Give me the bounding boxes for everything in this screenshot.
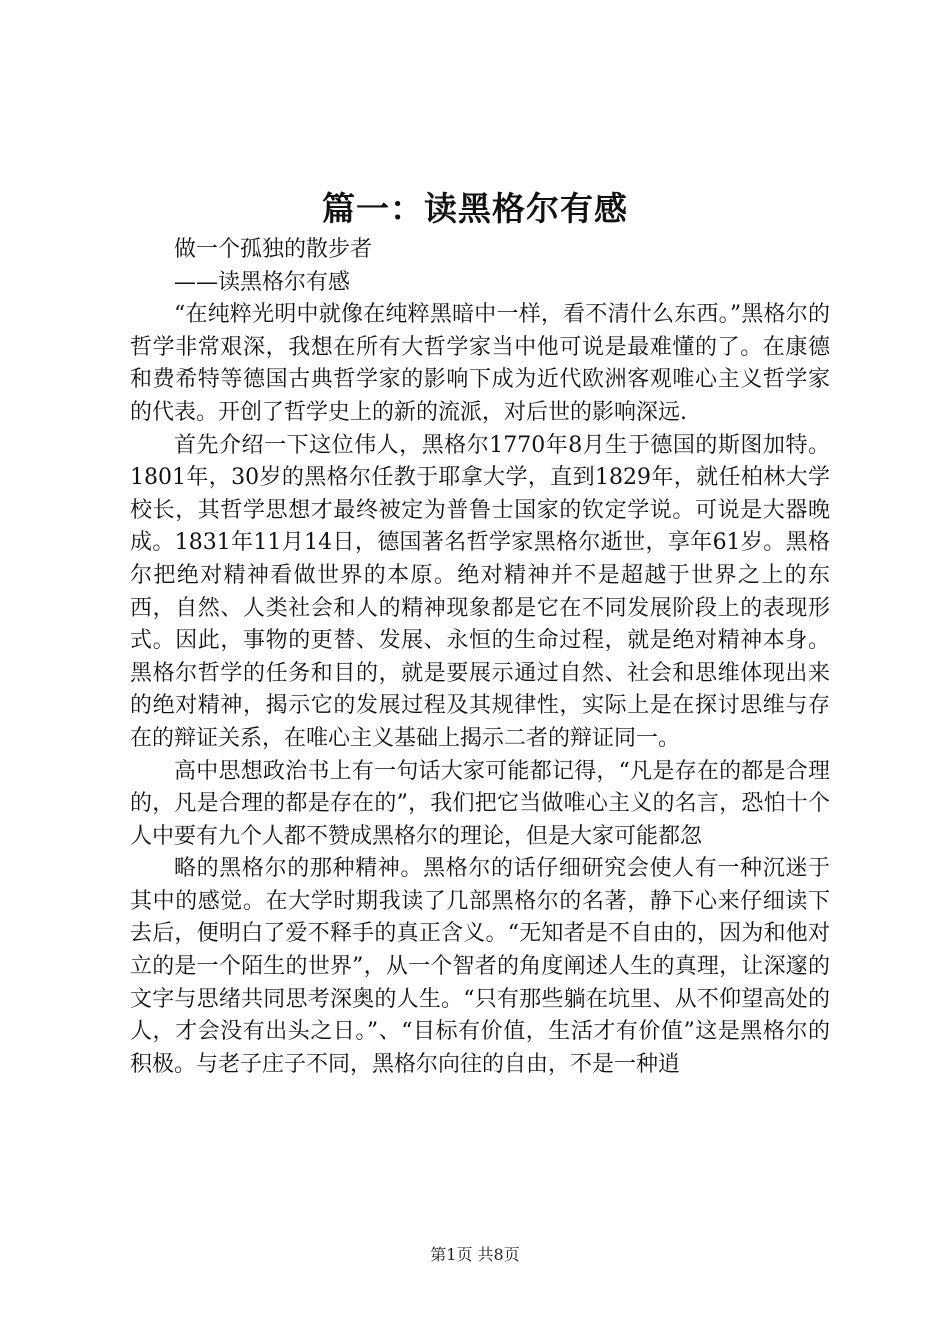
page-number-footer: 第1页 共8页 bbox=[430, 1245, 520, 1264]
subtitle-line: ——读黑格尔有感 bbox=[174, 269, 351, 295]
body-paragraph: 首先介绍一下这位伟人，黑格尔1770年8月生于德国的斯图加特。1801年，30岁的黑格尔任教于耶拿大学，直到1829年，就任柏林大学校长，其哲学思想才最终被定为普鲁士国家的钦定学说。可说是大器晚成。1831年11月14日，德国著名哲学家黑格尔逝世，享年61岁。黑格尔把绝对精神看做世界的本原。绝对精神并不是超越于世界之上的东西，自然、人类社会和人的精神现象都是它在不同发展阶段上的表现形式。因此，事物的更替、发展、永恒的生命过程，就是绝对精神本身。黑格尔哲学的任务和目的，就是要展示通过自然、社会和思维体现出来的绝对精神，揭示它的发展过程及其规律性，实际上是在探讨思维与存在的辩证关系，在唯心主义基础上揭示二者的辩证同一。 bbox=[130, 432, 830, 751]
subtitle-line: 做一个孤独的散步者 bbox=[174, 237, 373, 262]
body-paragraph: “在纯粹光明中就像在纯粹黑暗中一样，看不清什么东西。”黑格尔的哲学非常艰深，我想在所有大哲学家当中他可说是最难懂的了。在康德和费希特等德国古典哲学家的影响下成为近代欧洲客观唯心主义哲学家的代表。开创了哲学史上的新的流派，对后世的影响深远. bbox=[130, 302, 830, 425]
body-paragraph: 高中思想政治书上有一句话大家可能都记得，“凡是存在的都是合理的，凡是合理的都是存在的”，我们把它当做唯心主义的名言，恐怕十个人中要有九个人都不赞成黑格尔的理论，但是大家可能都忽 bbox=[130, 758, 830, 849]
document-body bbox=[130, 234, 830, 1081]
body-paragraph: 略的黑格尔的那种精神。黑格尔的话仔细研究会使人有一种沉迷于其中的感觉。在大学时期我读了几部黑格尔的名著，静下心来仔细读下去后，便明白了爱不释手的真正含义。“无知者是不自由的，因为和他对立的是一个陌生的世界”，从一个智者的角度阐述人生的真理，让深邃的文字与思绪共同思考深奥的人生。“只有那些躺在坑里、从不仰望高处的人，才会没有出头之日。”、“目标有价值，生活才有价值”这是黑格尔的积极。与老子庄子不同，黑格尔向往的自由，不是一种逍 bbox=[130, 856, 830, 1077]
document-title: 篇一：读黑格尔有感 bbox=[322, 189, 628, 228]
